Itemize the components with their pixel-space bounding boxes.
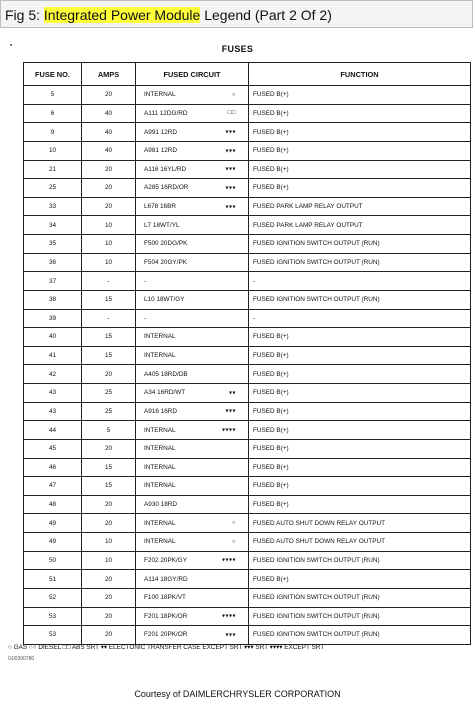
amps-cell: 20 [82, 588, 136, 607]
function-cell: - [249, 309, 471, 328]
variant-symbol: ○ [231, 538, 236, 545]
amps-cell: 25 [82, 402, 136, 421]
header-fuse-no: FUSE NO. [24, 63, 82, 86]
amps-cell: 20 [82, 495, 136, 514]
table-row [24, 197, 471, 216]
function-cell: FUSED B(+) [249, 402, 471, 421]
table-row [24, 123, 471, 142]
amps-cell: 20 [82, 626, 136, 645]
fused-circuit-cell [136, 309, 249, 328]
fuse-number-cell: 43 [24, 384, 82, 403]
circuit-label: - [144, 314, 147, 322]
table-header-row [24, 63, 471, 86]
circuit-label: F201 18PK/OR [144, 612, 188, 620]
amps-cell: 20 [82, 179, 136, 198]
fused-circuit-cell [136, 235, 249, 254]
circuit-label: A916 16RD [144, 407, 178, 415]
function-cell: FUSED B(+) [249, 365, 471, 384]
function-cell: FUSED PARK LAMP RELAY OUTPUT [249, 216, 471, 235]
function-cell: FUSED B(+) [249, 104, 471, 123]
circuit-label: INTERNAL [144, 352, 176, 360]
table-row [24, 384, 471, 403]
variant-symbol: ▾▾▾ [225, 632, 236, 639]
function-cell: FUSED AUTO SHUT DOWN RELAY OUTPUT [249, 514, 471, 533]
table-row [24, 272, 471, 291]
function-cell: FUSED IGNITION SWITCH OUTPUT (RUN) [249, 235, 471, 254]
fused-circuit-cell [136, 514, 249, 533]
table-row [24, 439, 471, 458]
circuit-label: - [144, 277, 147, 285]
fuse-number-cell: 38 [24, 290, 82, 309]
amps-cell: 20 [82, 160, 136, 179]
function-cell: FUSED AUTO SHUT DOWN RELAY OUTPUT [249, 533, 471, 552]
circuit-label: L7 18WT/YL [144, 221, 180, 229]
function-cell: FUSED IGNITION SWITCH OUTPUT (RUN) [249, 607, 471, 626]
table-row [24, 328, 471, 347]
table-row [24, 104, 471, 123]
function-cell: FUSED B(+) [249, 179, 471, 198]
variant-symbol: ▾▾▾ [225, 148, 236, 155]
function-cell: FUSED B(+) [249, 570, 471, 589]
fused-circuit-cell [136, 458, 249, 477]
table-row [24, 514, 471, 533]
fused-circuit-cell [136, 197, 249, 216]
amps-cell: 15 [82, 346, 136, 365]
variant-symbol: ▾▾▾▾ [221, 557, 236, 564]
amps-cell: 20 [82, 514, 136, 533]
fused-circuit-cell [136, 160, 249, 179]
circuit-label: INTERNAL [144, 519, 176, 527]
fuse-number-cell: 50 [24, 551, 82, 570]
fuse-number-cell: 41 [24, 346, 82, 365]
circuit-label: INTERNAL [144, 91, 176, 99]
fuse-number-cell: 48 [24, 495, 82, 514]
variant-symbol: ▾▾▾ [225, 408, 236, 415]
function-cell: FUSED B(+) [249, 384, 471, 403]
fused-circuit-cell [136, 533, 249, 552]
courtesy-line: Courtesy of DAIMLERCHRYSLER CORPORATION [134, 689, 341, 699]
circuit-label: A34 16RD/WT [144, 389, 186, 397]
fuse-number-cell: 40 [24, 328, 82, 347]
fused-circuit-cell [136, 495, 249, 514]
fuse-number-cell: 49 [24, 533, 82, 552]
table-row [24, 179, 471, 198]
table-row [24, 607, 471, 626]
circuit-label: A111 12DG/RD [144, 109, 188, 117]
fuse-number-cell: 25 [24, 179, 82, 198]
amps-cell: - [82, 309, 136, 328]
circuit-label: INTERNAL [144, 445, 176, 453]
circuit-label: A930 18RD [144, 501, 178, 509]
fuse-number-cell: 34 [24, 216, 82, 235]
variant-symbol: ▾▾▾ [225, 129, 236, 136]
fuse-number-cell: 51 [24, 570, 82, 589]
circuit-label: INTERNAL [144, 482, 176, 490]
function-cell: FUSED IGNITION SWITCH OUTPUT (RUN) [249, 290, 471, 309]
table-row [24, 346, 471, 365]
function-cell: FUSED B(+) [249, 346, 471, 365]
fused-circuit-cell [136, 216, 249, 235]
fuse-number-cell: 46 [24, 458, 82, 477]
fused-circuit-cell [136, 477, 249, 496]
amps-cell: 10 [82, 533, 136, 552]
amps-cell: 40 [82, 123, 136, 142]
circuit-label: A981 12RD [144, 147, 178, 155]
circuit-label: F202 20PK/GY [144, 556, 187, 564]
variant-symbol: ▾▾▾▾ [221, 427, 236, 434]
circuit-label: L10 18WT/GY [144, 296, 185, 304]
variant-symbol: ▾▾ [228, 390, 236, 397]
variant-symbol: ▾▾▾ [225, 166, 236, 173]
fuse-number-cell: 37 [24, 272, 82, 291]
function-cell: FUSED B(+) [249, 123, 471, 142]
fused-circuit-cell [136, 290, 249, 309]
fuse-number-cell: 49 [24, 514, 82, 533]
circuit-label: F201 20PK/OR [144, 631, 188, 639]
circuit-label: A405 18RD/DB [144, 370, 188, 378]
amps-cell: 20 [82, 197, 136, 216]
fused-circuit-cell [136, 365, 249, 384]
circuit-label: A114 18GY/RD [144, 575, 188, 583]
fuse-number-cell: 6 [24, 104, 82, 123]
variant-symbol: ▾▾▾▾ [221, 613, 236, 620]
fused-circuit-cell [136, 123, 249, 142]
fuse-number-cell: 10 [24, 141, 82, 160]
table-row [24, 365, 471, 384]
circuit-label: INTERNAL [144, 463, 176, 471]
amps-cell: 20 [82, 365, 136, 384]
fuses-table [23, 62, 471, 645]
table-row [24, 570, 471, 589]
table-row [24, 235, 471, 254]
amps-cell: 5 [82, 421, 136, 440]
variant-symbol: ▾▾▾ [225, 204, 236, 211]
fuse-number-cell: 45 [24, 439, 82, 458]
fused-circuit-cell [136, 141, 249, 160]
figure-title-bar [0, 0, 473, 28]
circuit-label: INTERNAL [144, 538, 176, 546]
table-row [24, 626, 471, 645]
fuse-number-cell: 35 [24, 235, 82, 254]
figure-title-prefix: Fig 5: [5, 7, 44, 23]
figure-title [5, 7, 332, 23]
header-function: FUNCTION [249, 63, 471, 86]
amps-cell: - [82, 272, 136, 291]
circuit-label: A285 16RD/OR [144, 184, 189, 192]
fused-circuit-cell [136, 421, 249, 440]
amps-cell: 15 [82, 290, 136, 309]
function-cell: FUSED B(+) [249, 160, 471, 179]
table-subtitle: FUSES [221, 44, 254, 54]
table-row [24, 216, 471, 235]
fused-circuit-cell [136, 179, 249, 198]
table-row [24, 86, 471, 105]
table-row [24, 495, 471, 514]
fuse-number-cell: 21 [24, 160, 82, 179]
circuit-label: A991 12RD [144, 128, 178, 136]
header-amps: AMPS [82, 63, 136, 86]
fused-circuit-cell [136, 570, 249, 589]
variant-symbol: ▾▾▾ [225, 185, 236, 192]
amps-cell: 10 [82, 253, 136, 272]
fuse-number-cell: 42 [24, 365, 82, 384]
variant-symbol: ○ [231, 520, 236, 527]
function-cell: FUSED B(+) [249, 495, 471, 514]
circuit-label: A116 16YL/RD [144, 165, 187, 173]
circuit-label: INTERNAL [144, 426, 176, 434]
circuit-label: F504 20GY/PK [144, 258, 187, 266]
fuse-number-cell: 36 [24, 253, 82, 272]
table-row [24, 309, 471, 328]
function-cell: FUSED IGNITION SWITCH OUTPUT (RUN) [249, 588, 471, 607]
table-row [24, 421, 471, 440]
fuse-number-cell: 43 [24, 402, 82, 421]
function-cell: FUSED B(+) [249, 141, 471, 160]
variant-symbol: □□ [227, 110, 236, 117]
fused-circuit-cell [136, 588, 249, 607]
table-row [24, 551, 471, 570]
fuse-number-cell: 44 [24, 421, 82, 440]
amps-cell: 10 [82, 235, 136, 254]
function-cell: FUSED IGNITION SWITCH OUTPUT (RUN) [249, 626, 471, 645]
table-row [24, 290, 471, 309]
amps-cell: 25 [82, 384, 136, 403]
fused-circuit-cell [136, 384, 249, 403]
table-row [24, 253, 471, 272]
table-row [24, 160, 471, 179]
function-cell: - [249, 272, 471, 291]
fuse-number-cell: 53 [24, 607, 82, 626]
fused-circuit-cell [136, 626, 249, 645]
function-cell: FUSED B(+) [249, 477, 471, 496]
fuse-number-cell: 5 [24, 86, 82, 105]
fused-circuit-cell [136, 328, 249, 347]
table-row [24, 588, 471, 607]
fused-circuit-cell [136, 272, 249, 291]
circuit-label: F100 18PK/VT [144, 594, 186, 602]
figure-title-highlight: Integrated Power Module [43, 7, 201, 23]
amps-cell: 40 [82, 104, 136, 123]
fuse-number-cell: 9 [24, 123, 82, 142]
amps-cell: 20 [82, 86, 136, 105]
amps-cell: 15 [82, 328, 136, 347]
table-row [24, 477, 471, 496]
circuit-label: INTERNAL [144, 333, 176, 341]
amps-cell: 20 [82, 570, 136, 589]
fused-circuit-cell [136, 104, 249, 123]
table-row [24, 402, 471, 421]
function-cell: FUSED B(+) [249, 328, 471, 347]
amps-cell: 10 [82, 216, 136, 235]
amps-cell: 40 [82, 141, 136, 160]
function-cell: FUSED B(+) [249, 458, 471, 477]
fuse-number-cell: 53 [24, 626, 82, 645]
function-cell: FUSED IGNITION SWITCH OUTPUT (RUN) [249, 551, 471, 570]
variant-symbol: ○ [231, 91, 236, 98]
function-cell: FUSED B(+) [249, 421, 471, 440]
fused-circuit-cell [136, 402, 249, 421]
fuse-number-cell: 47 [24, 477, 82, 496]
fused-circuit-cell [136, 439, 249, 458]
table-row [24, 458, 471, 477]
fused-circuit-cell [136, 607, 249, 626]
image-code: G00300780 [8, 656, 35, 662]
amps-cell: 10 [82, 551, 136, 570]
symbol-legend: ○ GAS ○○ DIESEL □□ ABS SRT ▾▾ ELECTONIC TRANSFER CASE EXCEPT SRT ▾▾▾ SRT ▾▾▾▾ EXCEPT SRT [8, 644, 325, 651]
function-cell: FUSED B(+) [249, 86, 471, 105]
fuse-number-cell: 39 [24, 309, 82, 328]
fused-circuit-cell [136, 346, 249, 365]
fused-circuit-cell [136, 551, 249, 570]
amps-cell: 20 [82, 439, 136, 458]
function-cell: FUSED PARK LAMP RELAY OUTPUT [249, 197, 471, 216]
circuit-label: F500 20DG/PK [144, 240, 188, 248]
fuse-number-cell: 33 [24, 197, 82, 216]
table-row [24, 533, 471, 552]
amps-cell: 15 [82, 477, 136, 496]
fused-circuit-cell [136, 86, 249, 105]
fuse-number-cell: 52 [24, 588, 82, 607]
amps-cell: 20 [82, 607, 136, 626]
fused-circuit-cell [136, 253, 249, 272]
circuit-label: L678 16BR [144, 203, 176, 211]
amps-cell: 15 [82, 458, 136, 477]
function-cell: FUSED B(+) [249, 439, 471, 458]
table-row [24, 141, 471, 160]
function-cell: FUSED IGNITION SWITCH OUTPUT (RUN) [249, 253, 471, 272]
figure-title-suffix: Legend (Part 2 Of 2) [200, 7, 332, 23]
header-fused-circuit: FUSED CIRCUIT [136, 63, 249, 86]
